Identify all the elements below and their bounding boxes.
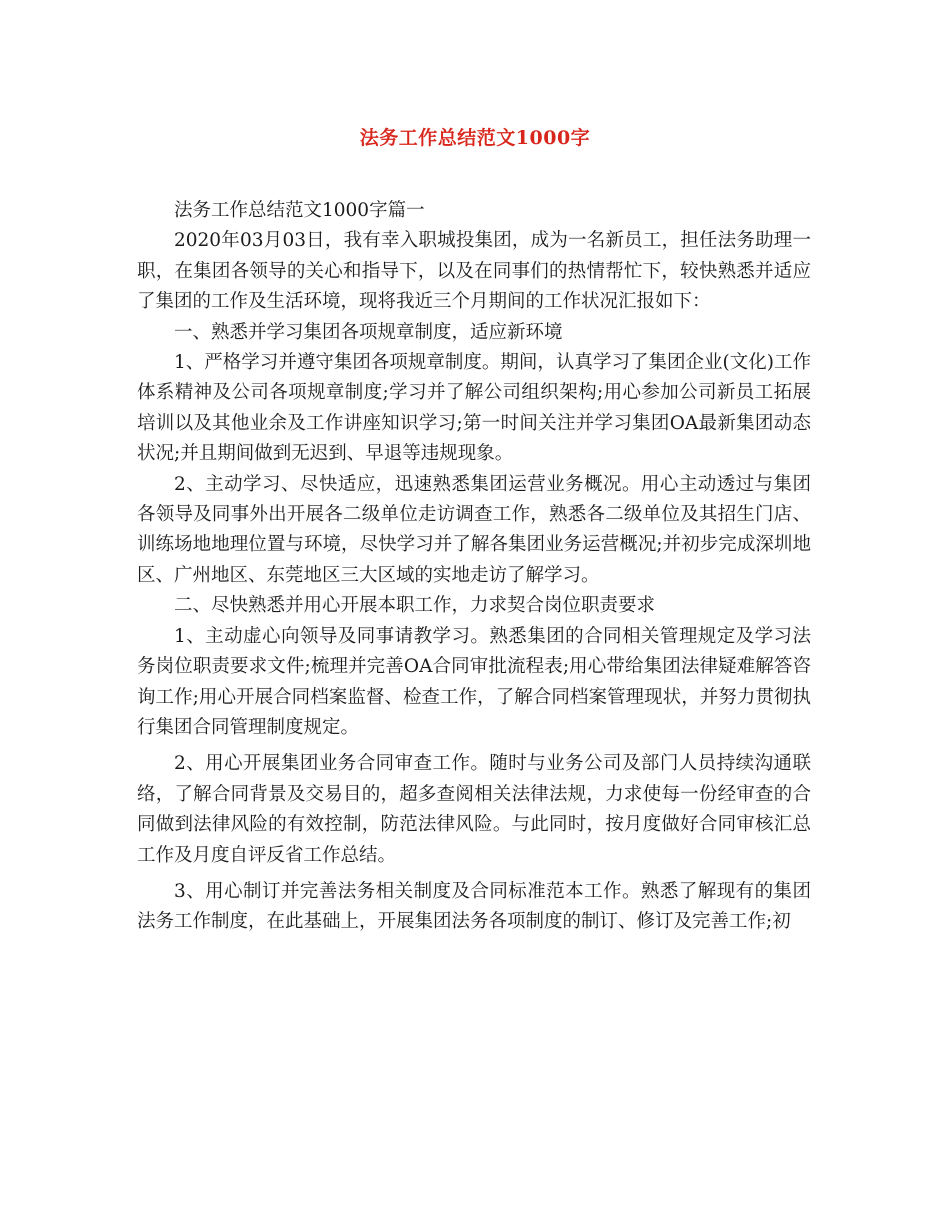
document-title: 法务工作总结范文1000字 — [359, 127, 591, 149]
section-heading: 法务工作总结范文1000字篇一 — [174, 200, 425, 221]
body-paragraph: 1、主动虚心向领导及同事请教学习。熟悉集团的合同相关管理规定及学习法务岗位职责要求文件;梳理并完善OA合同审批流程表;用心带给集团法律疑难解答咨询工作;用心开展合同档案监督、检查工作，了解合同档案管理现状，并努力贯彻执行集团合同管理制度规定。 — [137, 625, 811, 738]
body-paragraph: 1、严格学习并遵守集团各项规章制度。期间，认真学习了集团企业(文化)工作体系精神及公司各项规章制度;学习并了解公司组织架构;用心参加公司新员工拓展培训以及其他业余及工作讲座知识学习;第一时间关注并学习集团OA最新集团动态状况;并且期间做到无迟到、早退等违规现象。 — [137, 352, 811, 465]
body-paragraph: 2、用心开展集团业务合同审查工作。随时与业务公司及部门人员持续沟通联络，了解合同背景及交易目的，超多查阅相关法律法规，力求使每一份经审查的合同做到法律风险的有效控制，防范法律风险。与此同时，按月度做好合同审核汇总工作及月度自评反省工作总结。 — [137, 753, 811, 866]
section-heading: 一、熟悉并学习集团各项规章制度，适应新环境 — [174, 321, 563, 343]
body-paragraph: 2、主动学习、尽快适应，迅速熟悉集团运营业务概况。用心主动透过与集团各领导及同事外出开展各二级单位走访调查工作，熟悉各二级单位及其招生门店、训练场地地理位置与环境，尽快学习并了解各集团业务运营概况;并初步完成深圳地区、广州地区、东莞地区三大区域的实地走访了解学习。 — [137, 473, 811, 586]
section-heading: 二、尽快熟悉并用心开展本职工作，力求契合岗位职责要求 — [174, 595, 656, 617]
body-paragraph: 3、用心制订并完善法务相关制度及合同标准范本工作。熟悉了解现有的集团法务工作制度，在此基础上，开展集团法务各项制度的制订、修订及完善工作;初 — [137, 880, 811, 933]
document-body — [137, 196, 811, 938]
body-paragraph: 2020年03月03日，我有幸入职城投集团，成为一名新员工，担任法务助理一职，在集团各领导的关心和指导下，以及在同事们的热情帮忙下，较快熟悉并适应了集团的工作及生活环境，现将我近三个月期间的工作状况汇报如下： — [137, 230, 811, 313]
